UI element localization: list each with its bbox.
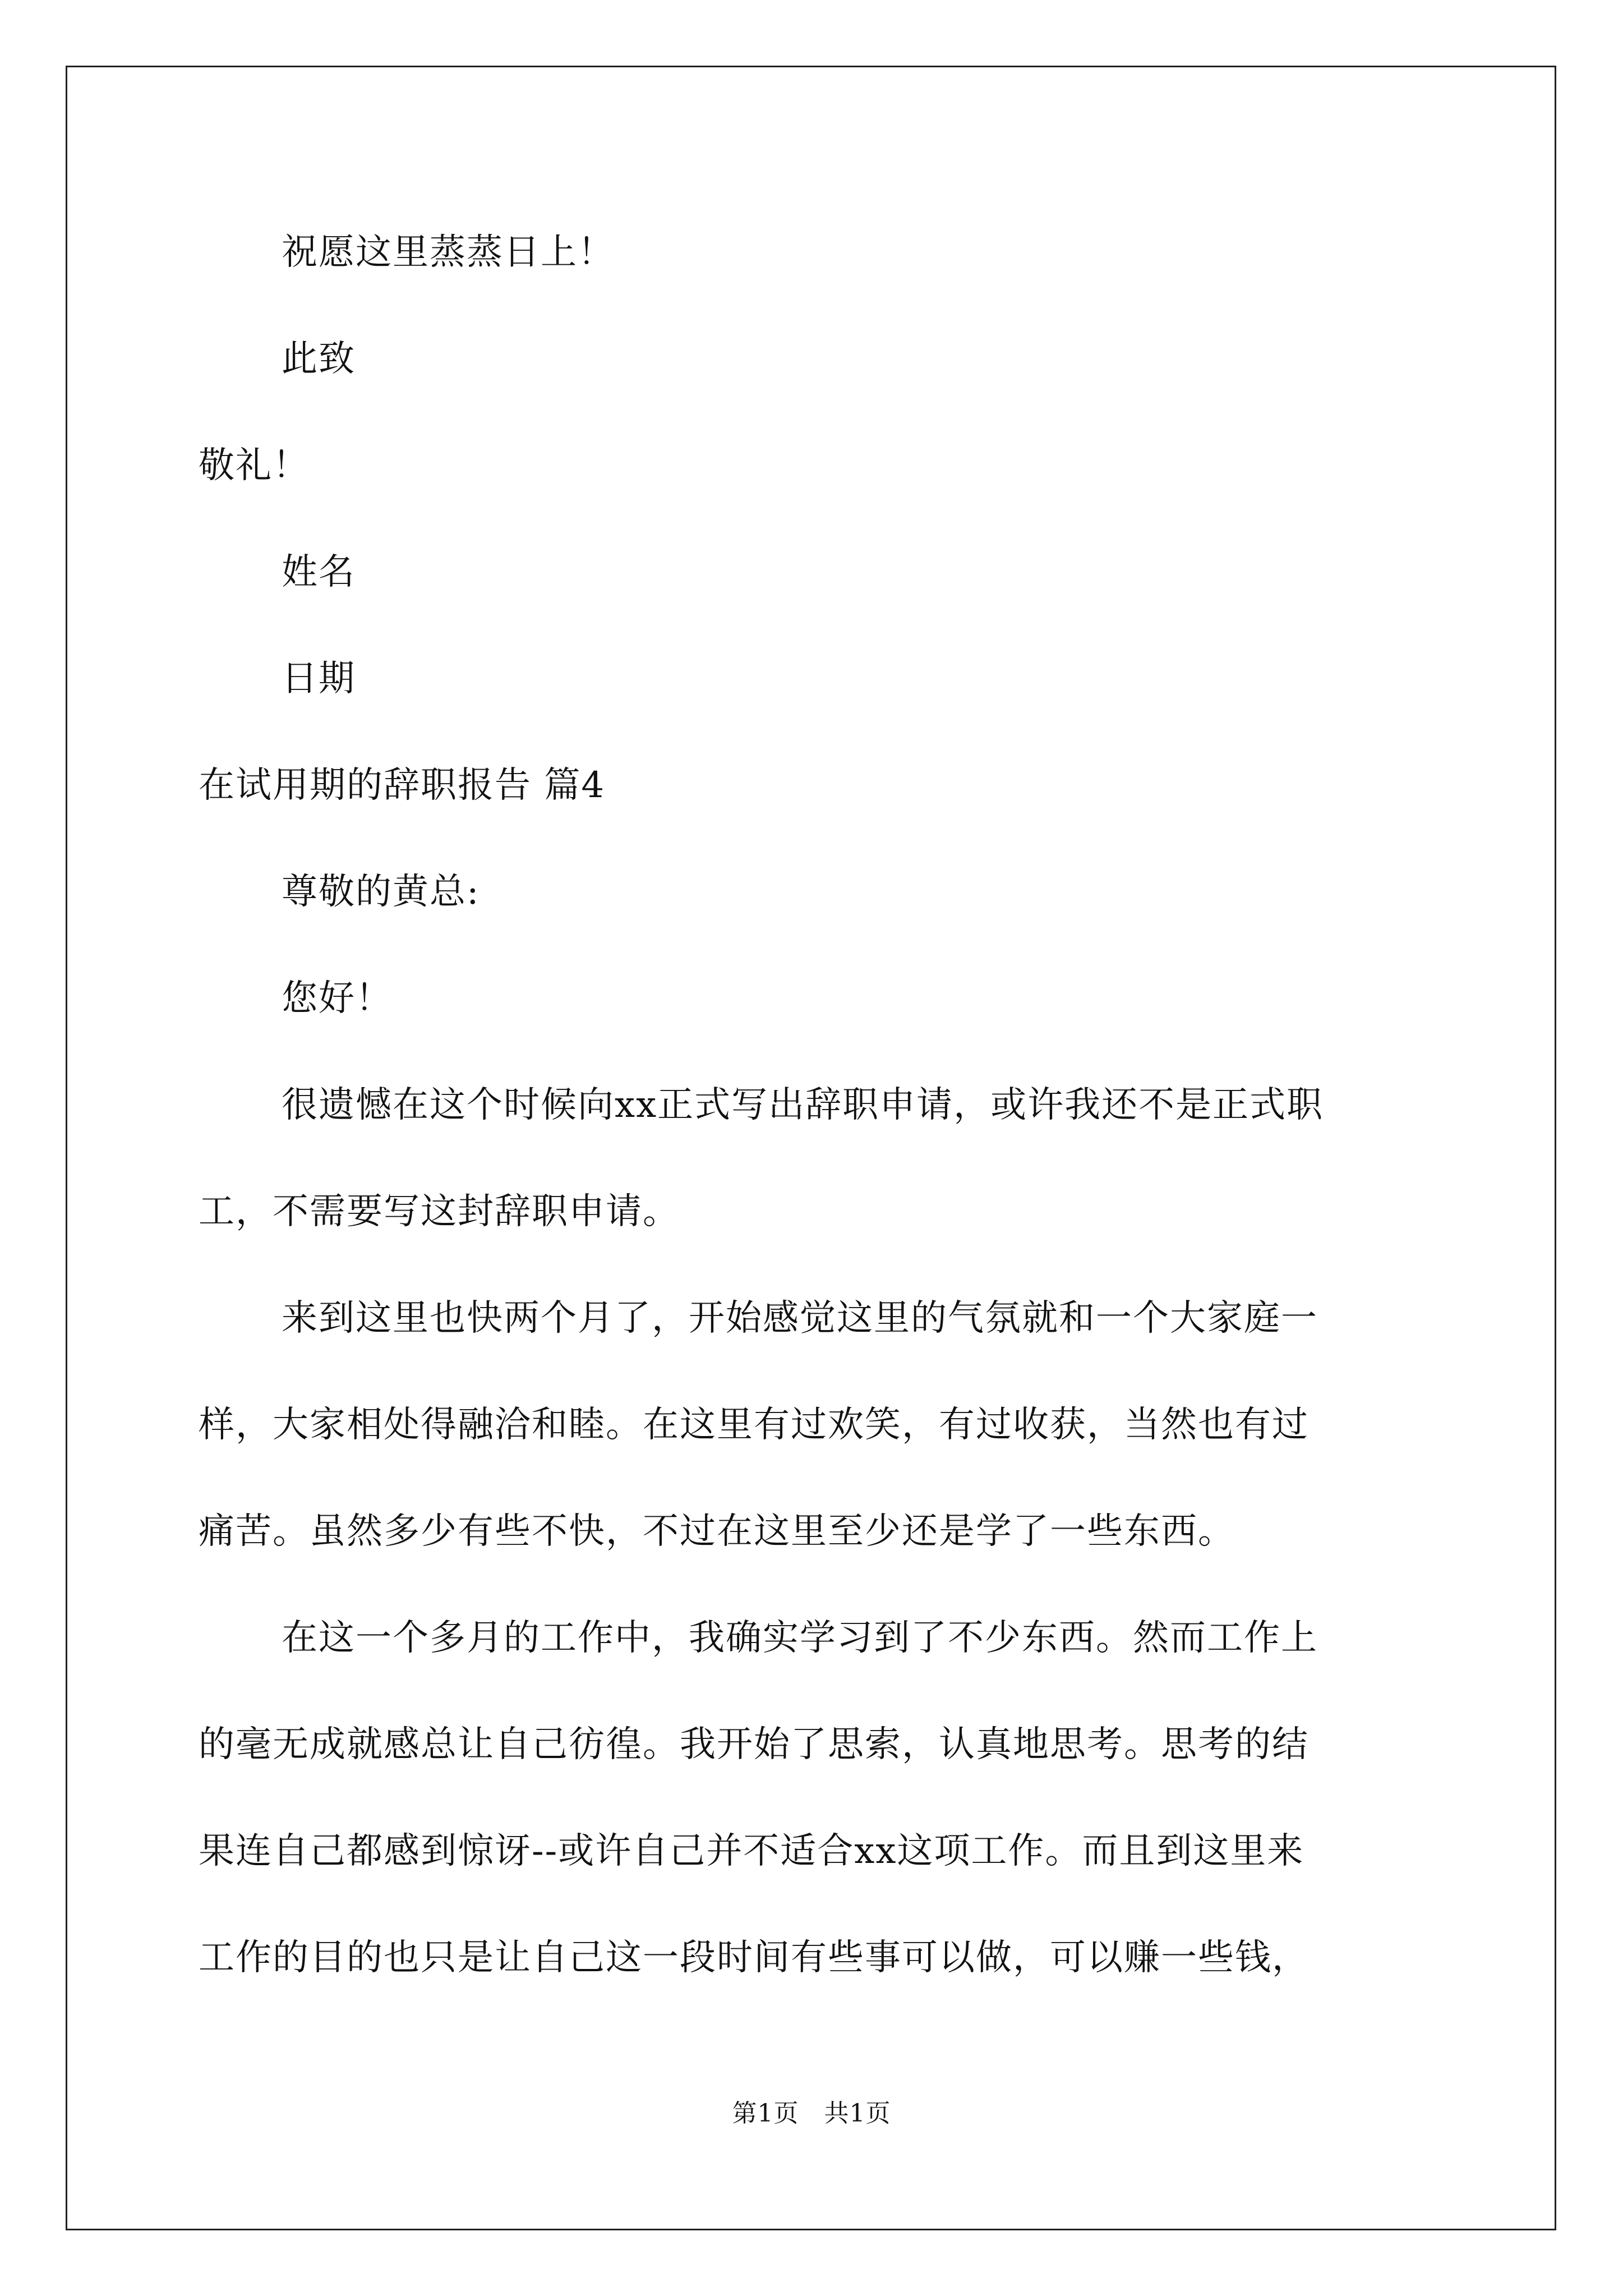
body-line: 在这一个多月的工作中，我确实学习到了不少东西。然而工作上 — [282, 1617, 1318, 1659]
salutation-cizhi: 此致 — [282, 338, 356, 380]
body-line: 痛苦。虽然多少有些不快，不过在这里至少还是学了一些东西。 — [199, 1511, 1235, 1552]
page-border — [66, 66, 1556, 2230]
body-line: 样，大家相处得融洽和睦。在这里有过欢笑，有过收获，当然也有过 — [199, 1404, 1309, 1446]
signature-date: 日期 — [282, 658, 356, 700]
body-line: 果连自己都感到惊讶--或许自己并不适合xx这项工作。而且到这里来 — [199, 1830, 1304, 1872]
body-line: 很遗憾在这个时候向xx正式写出辞职申请，或许我还不是正式职 — [282, 1084, 1324, 1126]
signature-name: 姓名 — [282, 551, 356, 593]
body-line: 工作的目的也只是让自己这一段时间有些事可以做，可以赚一些钱， — [199, 1937, 1309, 1978]
greeting-recipient: 尊敬的黄总: — [282, 871, 480, 913]
salutation-jingli: 敬礼！ — [199, 445, 310, 486]
body-line: 的毫无成就感总让自己彷徨。我开始了思索，认真地思考。思考的结 — [199, 1724, 1309, 1765]
greeting-hello: 您好！ — [282, 978, 393, 1019]
closing-wish: 祝愿这里蒸蒸日上！ — [282, 232, 615, 273]
page-footer: 第1页 共1页 — [732, 2099, 891, 2128]
body-line: 来到这里也快两个月了，开始感觉这里的气氛就和一个大家庭一 — [282, 1297, 1318, 1339]
section-heading: 在试用期的辞职报告 篇4 — [199, 765, 606, 806]
body-line: 工，不需要写这封辞职申请。 — [199, 1191, 680, 1232]
